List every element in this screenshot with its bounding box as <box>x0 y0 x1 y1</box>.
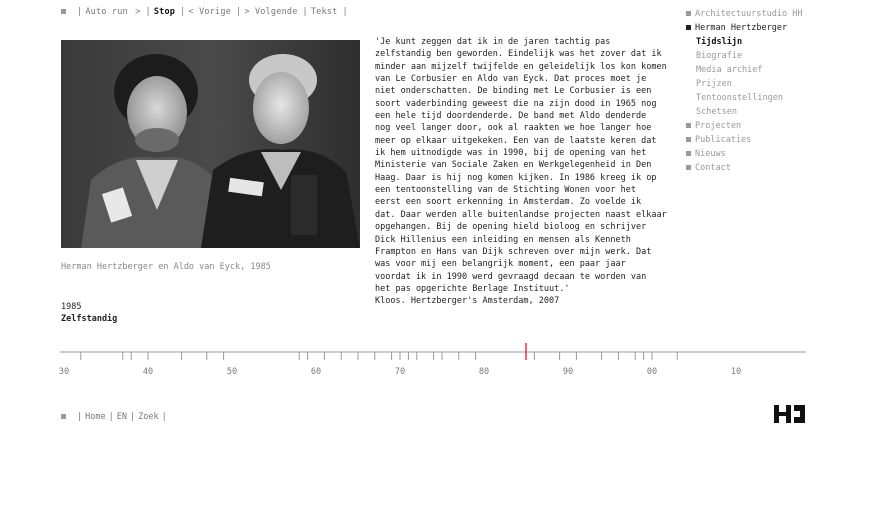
timeline-year-label: 00 <box>646 367 658 377</box>
nav-item-label: Contact <box>695 163 731 173</box>
selected-year-label: Zelfstandig <box>61 314 118 324</box>
quote-line: Frampton en Hans van Dijk schreven over mijn werk. Dat <box>375 246 652 257</box>
selected-year: 1985 <box>61 302 82 312</box>
nav-item-label: Architectuurstudio HH <box>695 9 803 19</box>
quote-line: een tentoonstelling van de Stichting Wonen voor het <box>375 185 636 196</box>
quote-line: het pas opgerichte Berlage Instituut.' <box>375 283 570 294</box>
timeline-year-label: 30 <box>58 367 70 377</box>
next-link[interactable]: > Volgende <box>244 7 298 17</box>
separator: | <box>129 412 136 422</box>
quote-line: dat. Daar werden alle buitenlandse projecten naast elkaar <box>375 209 667 220</box>
separator: | <box>302 7 308 17</box>
nav-subitem-media-archief[interactable]: Media archief <box>696 65 763 75</box>
square-bullet-icon <box>61 9 66 14</box>
bottom-navigation <box>61 412 170 422</box>
nav-subitem-tijdslijn[interactable]: Tijdslijn <box>696 37 743 47</box>
separator: | <box>108 412 114 422</box>
timeline-year-label: 40 <box>142 367 154 377</box>
photo-illustration <box>61 40 360 248</box>
quote-line: soort vaderbinding geweest die na zijn dood in 1965 nog <box>375 98 657 109</box>
quote-line: zelfstandig ben geworden. Eindelijk was het zover dat ik <box>375 49 662 60</box>
quote-line: een hele tijd doordenderde. De band met Aldo denderde <box>375 111 647 122</box>
text-link[interactable]: Tekst <box>310 7 338 17</box>
nav-item-label: Nieuws <box>695 149 726 159</box>
hh-logo[interactable] <box>774 404 806 424</box>
separator: | <box>180 7 186 17</box>
nav-item-nieuws[interactable] <box>686 147 802 161</box>
nav-subitem-prijzen[interactable]: Prijzen <box>696 79 732 89</box>
top-navigation <box>61 7 351 17</box>
quote-line: ik hem uitnodigde was in 1990, bij de opening van het <box>375 148 647 159</box>
home-link[interactable]: Home <box>85 412 106 422</box>
quote-line: opgehangen. Bij de opening hield bioloog en schrijver <box>375 222 647 233</box>
nav-item-label: Projecten <box>695 121 742 131</box>
quote-line: van Le Corbusier en Aldo van Eyck. Dat proces moet je <box>375 74 647 85</box>
quote-line: minder aan mijzelf twijfelde en geleidelijk los kon komen <box>375 61 667 72</box>
quote-line: voordat ik in 1990 werd gevraagd decaan te worden van <box>375 271 647 282</box>
photo-hertzberger-van-eyck <box>61 40 360 248</box>
quote-line: niet onderschatten. De binding met Le Corbusier is een <box>375 86 652 97</box>
quote-line: Kloos. Hertzberger's Amsterdam, 2007 <box>375 296 560 307</box>
nav-subitem-tentoonstellingen[interactable]: Tentoonstellingen <box>696 93 783 103</box>
nav-subitem-schetsen[interactable]: Schetsen <box>696 107 737 117</box>
quote-text <box>375 36 667 308</box>
nav-item-contact[interactable] <box>686 161 802 175</box>
quote-line: was voor mij een belangrijk moment, een paar jaar <box>375 259 626 270</box>
nav-item-architectuurstudio[interactable] <box>686 7 802 21</box>
square-bullet-icon <box>686 25 691 30</box>
previous-link[interactable]: < Vorige <box>188 7 232 17</box>
square-bullet-icon <box>686 165 691 170</box>
square-bullet-icon <box>61 414 66 419</box>
separator: | <box>161 412 167 422</box>
timeline-year-label: 80 <box>478 367 490 377</box>
timeline-year-label: 90 <box>562 367 574 377</box>
quote-line: nog veel langer door, ook al raakten we hoe langer hoe <box>375 123 652 134</box>
quote-line: Ministerie van Sociale Zaken en Werkgelegenheid in Den <box>375 160 652 171</box>
timeline-year-label: 50 <box>226 367 238 377</box>
timeline-year-label: 70 <box>394 367 406 377</box>
quote-line: 'Je kunt zeggen dat ik in de jaren tachtig pas <box>375 37 611 47</box>
search-link[interactable]: Zoek <box>138 412 159 422</box>
nav-item-label: Publicaties <box>695 135 752 145</box>
timeline[interactable] <box>0 340 871 380</box>
quote-line: meer op elkaar uitgekeken. Een van de laatste keren dat <box>375 135 657 146</box>
timeline-event-ticks <box>81 352 677 360</box>
separator: | <box>77 7 83 17</box>
timeline-year-labels <box>59 367 741 377</box>
nav-item-label: Herman Hertzberger <box>695 23 788 33</box>
separator: | <box>145 7 151 17</box>
nav-subitem-biografie[interactable]: Biografie <box>696 51 743 61</box>
auto-run-arrow: > <box>135 7 141 17</box>
quote-line: Dick Hillenius een inleiding en mensen als Kenneth <box>375 234 631 245</box>
timeline-year-label: 10 <box>730 367 742 377</box>
stop-link[interactable]: Stop <box>153 7 176 17</box>
right-navigation <box>686 7 802 175</box>
nav-item-projecten[interactable] <box>686 119 802 133</box>
separator: | <box>342 7 348 17</box>
square-bullet-icon <box>686 11 691 16</box>
nav-item-publicaties[interactable] <box>686 133 802 147</box>
square-bullet-icon <box>686 137 691 142</box>
square-bullet-icon <box>686 123 691 128</box>
separator: | <box>77 412 83 422</box>
timeline-year-label: 60 <box>310 367 322 377</box>
language-en-link[interactable]: EN <box>116 412 127 422</box>
auto-run-link[interactable]: Auto run <box>85 7 128 17</box>
separator: | <box>236 7 242 17</box>
photo-caption: Herman Hertzberger en Aldo van Eyck, 1985 <box>61 262 271 272</box>
quote-line: Haag. Daar is hij nog komen kijken. In 1986 kreeg ik op <box>375 172 657 183</box>
nav-item-herman-hertzberger[interactable] <box>686 21 802 35</box>
quote-line: eerst een soort erkenning in Amsterdam. Zo voelde ik <box>375 197 642 208</box>
square-bullet-icon <box>686 151 691 156</box>
